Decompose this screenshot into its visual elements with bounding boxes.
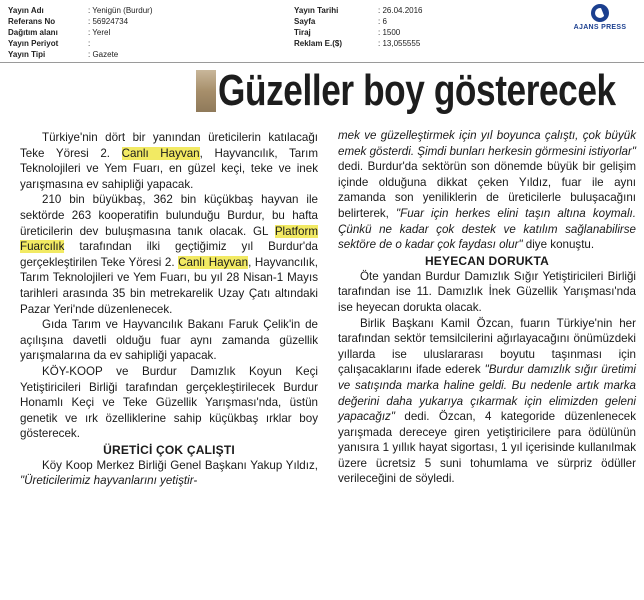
publication-meta-left	[8, 5, 238, 60]
paragraph	[20, 458, 318, 489]
text-run: , Hayvancılık, Tarım Teknolojileri ve Yem Fuarı, en güzel keçi, teke ve inek yarışmasına ev sahipliği yapacak.	[20, 146, 318, 191]
logo-text: AJANS PRESS	[573, 24, 627, 31]
text-run: Birlik Başkanı Kamil Özcan, fuarın Türkiye'nin her tarafından sektör temsilcilerini ağırlayacağını önümüzdeki yıllarda ise uluslararası boyutu taşınması için çalışacaklarını ifade ederek	[338, 316, 636, 377]
meta-value: : Gazete	[88, 50, 119, 59]
text-run: tarafından ilki geçtiğimiz yıl Burdur'da gerçekleştirilen Teke Yöresi 2.	[20, 240, 318, 269]
text-run: , Hayvancılık, Tarım Teknolojileri ve Yem Fuarı, bu yıl 28 Nisan-1 Mayıs tarihleri arasında 35 bin metrekarelik Uzay Çatı altındaki Pazar Yeri'nde düzenlenecek.	[20, 255, 318, 316]
text-run: Türkiye'nin dört bir yanından üreticilerin katılacağı Teke Yöresi 2.	[20, 131, 318, 160]
ajans-press-logo-icon	[591, 4, 609, 22]
text-run: dedi. Özcan, 4 kategoride düzenlenecek yarışmada dereceye giren yetiştiricilere para ödülünün yanısıra 1 yıllık hayat sigortası, 1 yıl içerisinde kullanılmak üzere ücretsiz 5 suni tohumlama ve sürpriz ödüller verileceğini de söyledi.	[338, 410, 636, 486]
publication-meta-right	[294, 5, 498, 49]
paragraph: Gıda Tarım ve Hayvancılık Bakanı Faruk Çelik'in de açılışına davetli olduğu fuar aynı zamanda güzellik yarışmalarına da ev sahipliği yapacak.	[20, 318, 318, 363]
meta-row-date	[294, 5, 498, 16]
highlight-keyword: Canlı Hayvan	[178, 255, 249, 269]
meta-key: Dağıtım alanı	[8, 28, 58, 37]
section-heading: ÜRETİCİ ÇOK ÇALIŞTI	[103, 442, 235, 457]
meta-key: Referans No	[8, 17, 56, 26]
article-column-left	[20, 130, 318, 489]
text-run: diye konuştu.	[522, 238, 595, 252]
paragraph	[338, 316, 636, 488]
meta-row-distribution	[8, 27, 238, 38]
paragraph: KÖY-KOOP ve Burdur Damızlık Koyun Keçi Yetiştiricileri Birliği tarafından gerçekleştirilecek Burdur Honamlı Keçi ve Teke Güzellik Yarışması'nda, üstün genetik ve ırk özelliklerine sahip küçükbaş ırklar boy gösterecek.	[20, 364, 318, 441]
meta-value: : 1500	[378, 28, 401, 37]
meta-value: :	[88, 39, 91, 48]
paragraph	[338, 128, 636, 253]
quote-run: "Burdur damızlık sığır üretimi ve satışında marka haline geldi. Bu nedenle artık marka değerini daha yukarıya çıkarmak için elimizden geleni yapacağız"	[338, 363, 636, 424]
paragraph	[20, 130, 318, 192]
text-run: Köy Koop Merkez Birliği Genel Başkanı Yakup Yıldız,	[42, 458, 318, 472]
quote-run: "Üreticilerimiz hayvanlarını yetiştir-	[20, 474, 198, 488]
header-divider	[0, 62, 644, 63]
article-column-right	[338, 128, 636, 487]
meta-value: : Yenigün (Burdur)	[88, 6, 153, 15]
text-run: 210 bin büyükbaş, 362 bin küçükbaş hayvan ile sektörde 263 kooperatifin bulunduğu Burdur, bu hafta üreticilerin dev buluşmasına tanık olacak. GL	[20, 193, 318, 238]
meta-row-reference-no	[8, 16, 238, 27]
meta-row-publication-name	[8, 5, 238, 16]
meta-value: : 13,055555	[378, 39, 421, 48]
meta-key: Tiraj	[294, 28, 311, 37]
meta-row-period	[8, 38, 238, 49]
meta-value: : 56924734	[88, 17, 129, 26]
meta-key: Sayfa	[294, 17, 316, 26]
meta-row-type	[8, 49, 238, 60]
meta-key: Yayın Tipi	[8, 50, 46, 59]
meta-row-page	[294, 16, 498, 27]
text-run: dedi. Burdur'da sektörün son dönemde büyük bir gelişim içinde olduğuna dikkat çeken Yıldız, fuar ile aynı zamanda son yeniliklerin de üreticilerle buluşacağını belirterek,	[338, 160, 636, 220]
article-title: Güzeller boy gösterecek	[218, 66, 616, 115]
meta-key: Yayın Periyot	[8, 39, 59, 48]
section-heading: HEYECAN DORUKTA	[424, 253, 550, 268]
meta-row-ad-equivalent	[294, 38, 498, 49]
quote-run: mek ve güzelleştirmek için yıl boyunca çalıştı, çok büyük emek gösterdi. Şimdi bunları herkesin görmesini istiyorlar"	[338, 129, 636, 158]
paragraph	[20, 192, 318, 317]
ajans-press-logo	[560, 4, 640, 31]
meta-value: : 6	[378, 17, 387, 26]
highlight-keyword: Platform Fuarcılık	[20, 224, 318, 254]
photo-edge	[196, 70, 216, 112]
meta-key: Yayın Tarihi	[294, 6, 339, 15]
meta-key: Yayın Adı	[8, 6, 44, 15]
meta-value: : 26.04.2016	[378, 6, 423, 15]
quote-run: "Fuar için herkes elini taşın altına koymalı. Çünkü ne kadar çok destek ve katılım sağlanabilirse sektöre de o kadar çok faydası olur"	[338, 206, 636, 252]
paragraph: Öte yandan Burdur Damızlık Sığır Yetiştiricileri Birliği tarafından ise 11. Damızlık İnek Güzellik Yarışması'nda ise heyecan dorukta olacak.	[338, 269, 636, 314]
meta-value: : Yerel	[88, 28, 111, 37]
meta-row-circulation	[294, 27, 498, 38]
highlight-keyword: Canlı Hayvan	[121, 146, 200, 160]
meta-key: Reklam E.($)	[294, 39, 343, 48]
